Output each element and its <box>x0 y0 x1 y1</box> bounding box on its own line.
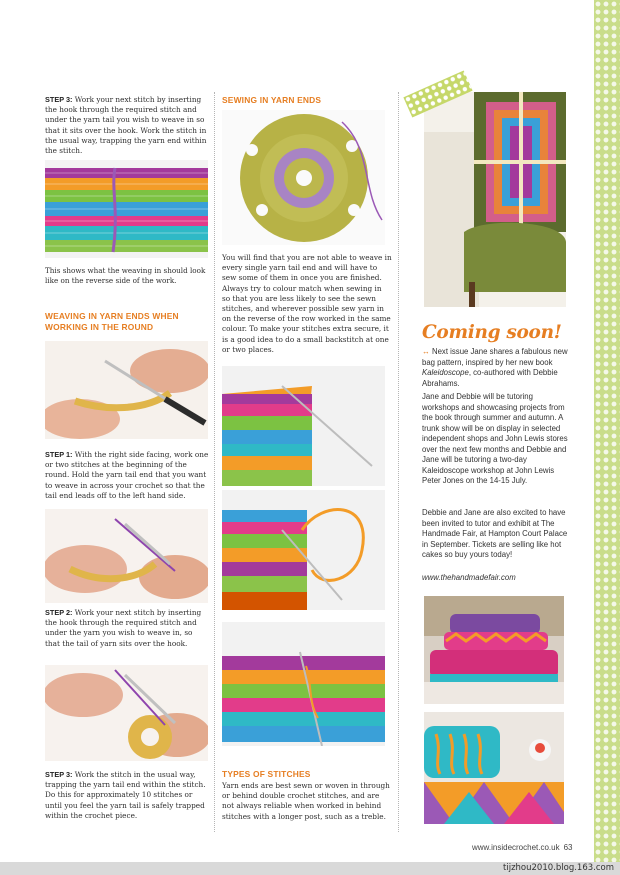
sewing-photo-3 <box>222 622 385 746</box>
heading-sewing-in: SEWING IN YARN ENDS <box>222 95 322 105</box>
arrow-icon: ↔ <box>422 347 430 356</box>
page-spine-stripe <box>594 0 620 862</box>
step-label: STEP 3: <box>45 770 73 779</box>
column-divider <box>214 92 215 832</box>
step-text: Work your next stitch by inserting the hook through the required stitch and under the yarn tail you wish to weave in so that it sits over the hook. Work the stitch in the usual way, trapping the yarn end within the stitch. <box>45 95 207 156</box>
step-text: Work the stitch in the usual way, trapping the yarn tail end within the stitch. Do this for approximately 10 stitches or until you feel the yarn tail is safely trapped within the crochet piece. <box>45 770 206 820</box>
coming-soon-paragraph-3: Debbie and Jane are also excited to have been invited to tutor and exhibit at The Handmade Fair, at Hampton Court Palace in September. Tickets are selling like hot cakes so buy yours today! <box>422 508 568 559</box>
blanket-photo <box>424 712 564 824</box>
chair-photo <box>424 92 566 307</box>
step2-photo <box>45 509 208 603</box>
step1-photo <box>45 341 208 439</box>
step-label: STEP 1: <box>45 450 73 459</box>
coming-soon-heading: Coming soon! <box>422 322 562 343</box>
heading-weaving-in-round: WEAVING IN YARN ENDS WHEN WORKING IN THE ROUND <box>45 311 179 332</box>
sewing-paragraph: You will find that you are not able to weave in every single yarn tail end and will have to sew some of them in once you are finished. Always try to colour match when sewing in so that you are less likely to see the sewn stitches, and wherever possible sew yarn in on the reverse of the row worked in the same colour. To make your stitches extra secure, it is a good idea to do a small backstitch at one or two places. <box>222 253 392 354</box>
coming-soon-paragraph-2: Jane and Debbie will be tutoring workshops and showcasing projects from the book through summer and autumn. A trunk show will be on display in selected independent shops and John Lewis stores over the next few months and Debbie and Jane will be tutoring a two-day Kaleidoscope workshop at John Lewis Peter Jones on the 14-15 July. <box>422 392 568 485</box>
sewing-photo-2 <box>222 490 385 610</box>
book-title: Kaleidoscope <box>422 368 469 377</box>
mandala-photo <box>222 110 385 245</box>
step-label: STEP 3: <box>45 95 73 104</box>
step-label: STEP 2: <box>45 608 73 617</box>
page-footer <box>472 843 573 852</box>
cushions-photo <box>424 596 564 704</box>
watermark-text: tijzhou2010.blog.163.com <box>503 863 614 873</box>
footer-site: www.insidecrochet.co.uk <box>472 843 560 852</box>
step1-paragraph <box>45 450 209 501</box>
coming-soon-paragraph-1 <box>422 347 570 389</box>
step-text: With the right side facing, work one or two stitches at the beginning of the round. Hold the yarn tail end that you want to weave in across your crochet so that the tail end leads off to the left hand side. <box>45 450 209 500</box>
watermark-bar <box>0 862 620 875</box>
reverse-weaving-photo <box>45 160 208 258</box>
step3-photo <box>45 665 208 761</box>
types-paragraph: Yarn ends are best sewn or woven in through or behind double crochet stitches, and are not always reliable when worked in behind stitches with a longer post, such as a treble. <box>222 781 390 821</box>
sewing-photo-1 <box>222 366 385 486</box>
handmade-fair-link[interactable]: www.thehandmadefair.com <box>422 573 516 582</box>
para1-text: Next issue Jane shares a fabulous new bag pattern, inspired by her new book <box>422 347 568 367</box>
column-divider <box>398 92 399 832</box>
step-text: Work your next stitch by inserting the hook through the required stitch and under the yarn you wish to weave in, so that the tail of yarn sits over the hook. <box>45 608 202 648</box>
step3-bottom-paragraph <box>45 770 209 821</box>
heading-types-of-stitches: TYPES OF STITCHES <box>222 769 311 779</box>
step2-paragraph <box>45 608 209 649</box>
step3-top-paragraph <box>45 95 209 156</box>
para1-end: , co-authored with Debbie Abrahams. <box>422 368 558 388</box>
page-number: 63 <box>563 843 573 852</box>
reverse-caption: This shows what the weaving in should look like on the reverse side of the work. <box>45 266 206 285</box>
